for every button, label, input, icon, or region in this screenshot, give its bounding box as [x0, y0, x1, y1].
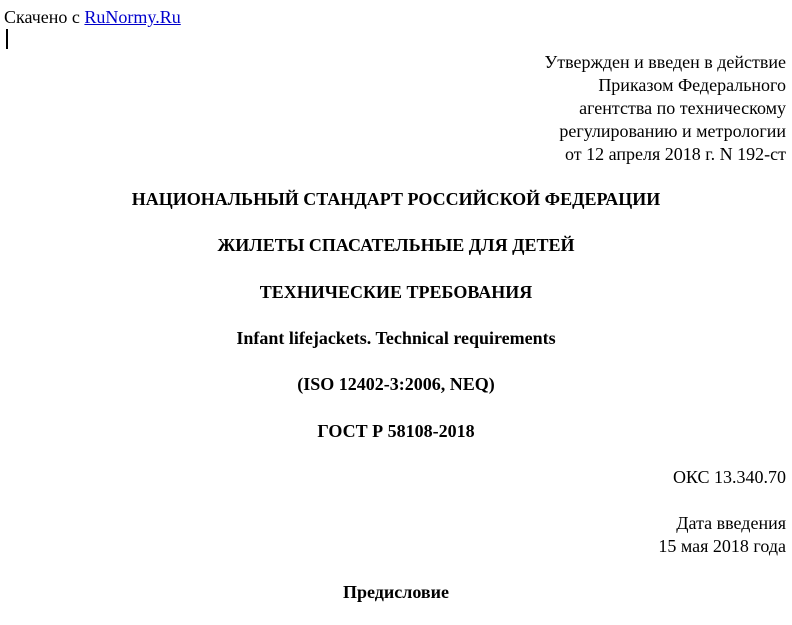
source-prefix: Скачено с	[4, 7, 85, 27]
source-link[interactable]: RuNormy.Ru	[84, 7, 181, 27]
approval-line: от 12 апреля 2018 г. N 192-ст	[565, 144, 786, 164]
intro-date-label: Дата введения	[676, 513, 786, 533]
standard-name-heading: ЖИЛЕТЫ СПАСАТЕЛЬНЫЕ ДЛЯ ДЕТЕЙ	[217, 235, 575, 255]
source-line	[4, 6, 181, 28]
iso-reference-heading: (ISO 12402-3:2006, NEQ)	[297, 374, 495, 394]
gost-number-heading: ГОСТ Р 58108-2018	[317, 421, 475, 441]
approval-line: Утвержден и введен в действие	[544, 52, 786, 72]
approval-line: агентства по техническому	[579, 98, 786, 118]
standard-subtitle-heading: ТЕХНИЧЕСКИЕ ТРЕБОВАНИЯ	[259, 282, 533, 302]
foreword-heading: Предисловие	[343, 582, 449, 602]
approval-line: Приказом Федерального	[598, 75, 786, 95]
text-cursor	[6, 29, 8, 49]
oks-code: ОКС 13.340.70	[672, 467, 786, 487]
standard-type-heading: НАЦИОНАЛЬНЫЙ СТАНДАРТ РОССИЙСКОЙ ФЕДЕРАЦИИ	[131, 189, 661, 209]
approval-line: регулированию и метрологии	[559, 121, 786, 141]
intro-date-value: 15 мая 2018 года	[658, 536, 786, 556]
approval-block	[544, 51, 786, 166]
english-title-heading: Infant lifejackets. Technical requirements	[236, 328, 556, 348]
